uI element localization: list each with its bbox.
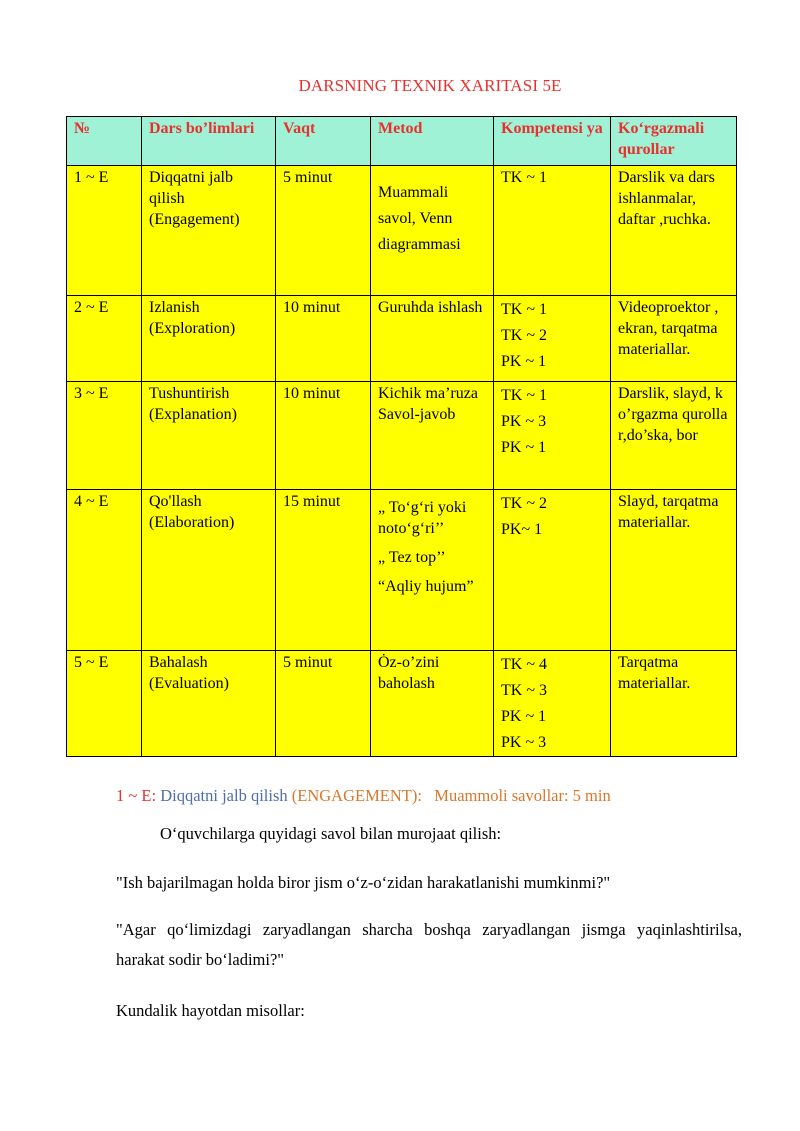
cell-tools: Slayd, tarqatma materiallar. xyxy=(611,490,737,651)
competence-item: TK ~ 4 xyxy=(501,656,547,673)
competence-item: PK ~ 3 xyxy=(501,413,547,430)
competence-item: TK ~ 2 xyxy=(501,327,547,344)
cell-number: 2 ~ E xyxy=(67,296,142,382)
cell-method xyxy=(371,651,494,757)
cell-method xyxy=(371,166,494,296)
cell-lesson-part: Qo'llash (Elaboration) xyxy=(142,490,276,651)
cell-competence xyxy=(494,651,611,757)
paragraph: Kundalik hayotdan misollar: xyxy=(116,1001,305,1020)
cell-method xyxy=(371,382,494,490)
cell-tools: Videoproektor , ekran, tarqatma materiallar. xyxy=(611,296,737,382)
cell-number: 1 ~ E xyxy=(67,166,142,296)
section-tag: (ENGAGEMENT): xyxy=(291,786,422,805)
header-method: Metod xyxy=(371,117,494,166)
method-item: „ To‘g‘ri yoki noto‘g‘ri’’ xyxy=(378,499,467,537)
paragraph: "Ish bajarilmagan holda biror jism o‘z-o‘zidan harakatlanishi mumkinmi?" xyxy=(116,873,611,892)
cell-time: 15 minut xyxy=(276,490,371,651)
cell-method xyxy=(371,296,494,382)
page-title: DARSNING TEXNIK XARITASI 5E xyxy=(298,76,562,95)
competence-item: TK ~ 2 xyxy=(501,495,547,512)
competence-item: TK ~ 1 xyxy=(501,387,547,404)
cell-number: 4 ~ E xyxy=(67,490,142,651)
method-item: “Aqliy hujum” xyxy=(378,578,474,595)
method-item: Savol-javob xyxy=(378,406,456,423)
method-item: Ȯz-o’zini baholash xyxy=(378,654,440,692)
paragraph: O‘quvchilarga quyidagi savol bilan murojaat qilish: xyxy=(160,824,502,843)
cell-competence xyxy=(494,166,611,296)
table-row xyxy=(67,166,737,296)
competence-item: TK ~ 3 xyxy=(501,682,547,699)
table-row xyxy=(67,382,737,490)
method-item: „ Tez top’’ xyxy=(378,549,446,566)
method-item: Guruhda ishlash xyxy=(378,299,483,316)
table-header-row xyxy=(67,117,737,166)
cell-method xyxy=(371,490,494,651)
competence-item: PK ~ 3 xyxy=(501,734,547,751)
paragraph: "Agar qo‘limizdagi zaryadlangan sharcha boshqa zaryadlangan jismga yaqinlashtirilsa, harakat sodir bo‘ladimi?" xyxy=(116,920,742,969)
cell-competence xyxy=(494,490,611,651)
cell-number: 5 ~ E xyxy=(67,651,142,757)
cell-tools: Darslik va dars ishlanmalar, daftar ,ruchka. xyxy=(611,166,737,296)
competence-item: TK ~ 1 xyxy=(501,301,547,318)
cell-number: 3 ~ E xyxy=(67,382,142,490)
section-heading xyxy=(116,786,611,806)
method-item: Kichik ma’ruza xyxy=(378,385,478,402)
cell-lesson-part: Izlanish (Exploration) xyxy=(142,296,276,382)
competence-item: PK ~ 1 xyxy=(501,439,547,456)
cell-time: 10 minut xyxy=(276,382,371,490)
competence-item: PK ~ 1 xyxy=(501,353,547,370)
competence-item: TK ~ 1 xyxy=(501,169,547,186)
tech-map-table xyxy=(66,116,737,757)
competence-item: PK ~ 1 xyxy=(501,708,547,725)
table-row xyxy=(67,651,737,757)
cell-competence xyxy=(494,382,611,490)
cell-tools: Tarqatma materiallar. xyxy=(611,651,737,757)
cell-time: 10 minut xyxy=(276,296,371,382)
method-item: Muammali savol, Venn diagrammasi xyxy=(378,184,461,253)
section-name: Diqqatni jalb qilish xyxy=(160,786,288,805)
header-time: Vaqt xyxy=(276,117,371,166)
cell-lesson-part: Tushuntirish (Explanation) xyxy=(142,382,276,490)
cell-lesson-part: Bahalash (Evaluation) xyxy=(142,651,276,757)
section-prefix: 1 ~ E: xyxy=(116,786,157,805)
section-note: Muammoli savollar: 5 min xyxy=(434,786,611,805)
cell-tools: Darslik, slayd, ko’rgazma qurollar,do’ska, bor xyxy=(611,382,737,490)
header-number: № xyxy=(67,117,142,166)
table-row xyxy=(67,296,737,382)
header-lesson-parts: Dars bo’limlari xyxy=(142,117,276,166)
table-row xyxy=(67,490,737,651)
header-competence: Kompetensi ya xyxy=(494,117,611,166)
cell-time: 5 minut xyxy=(276,166,371,296)
header-tools: Ko‘rgazmali qurollar xyxy=(611,117,737,166)
competence-item: PK~ 1 xyxy=(501,521,543,538)
cell-competence xyxy=(494,296,611,382)
cell-lesson-part: Diqqatni jalb qilish (Engagement) xyxy=(142,166,276,296)
cell-time: 5 minut xyxy=(276,651,371,757)
